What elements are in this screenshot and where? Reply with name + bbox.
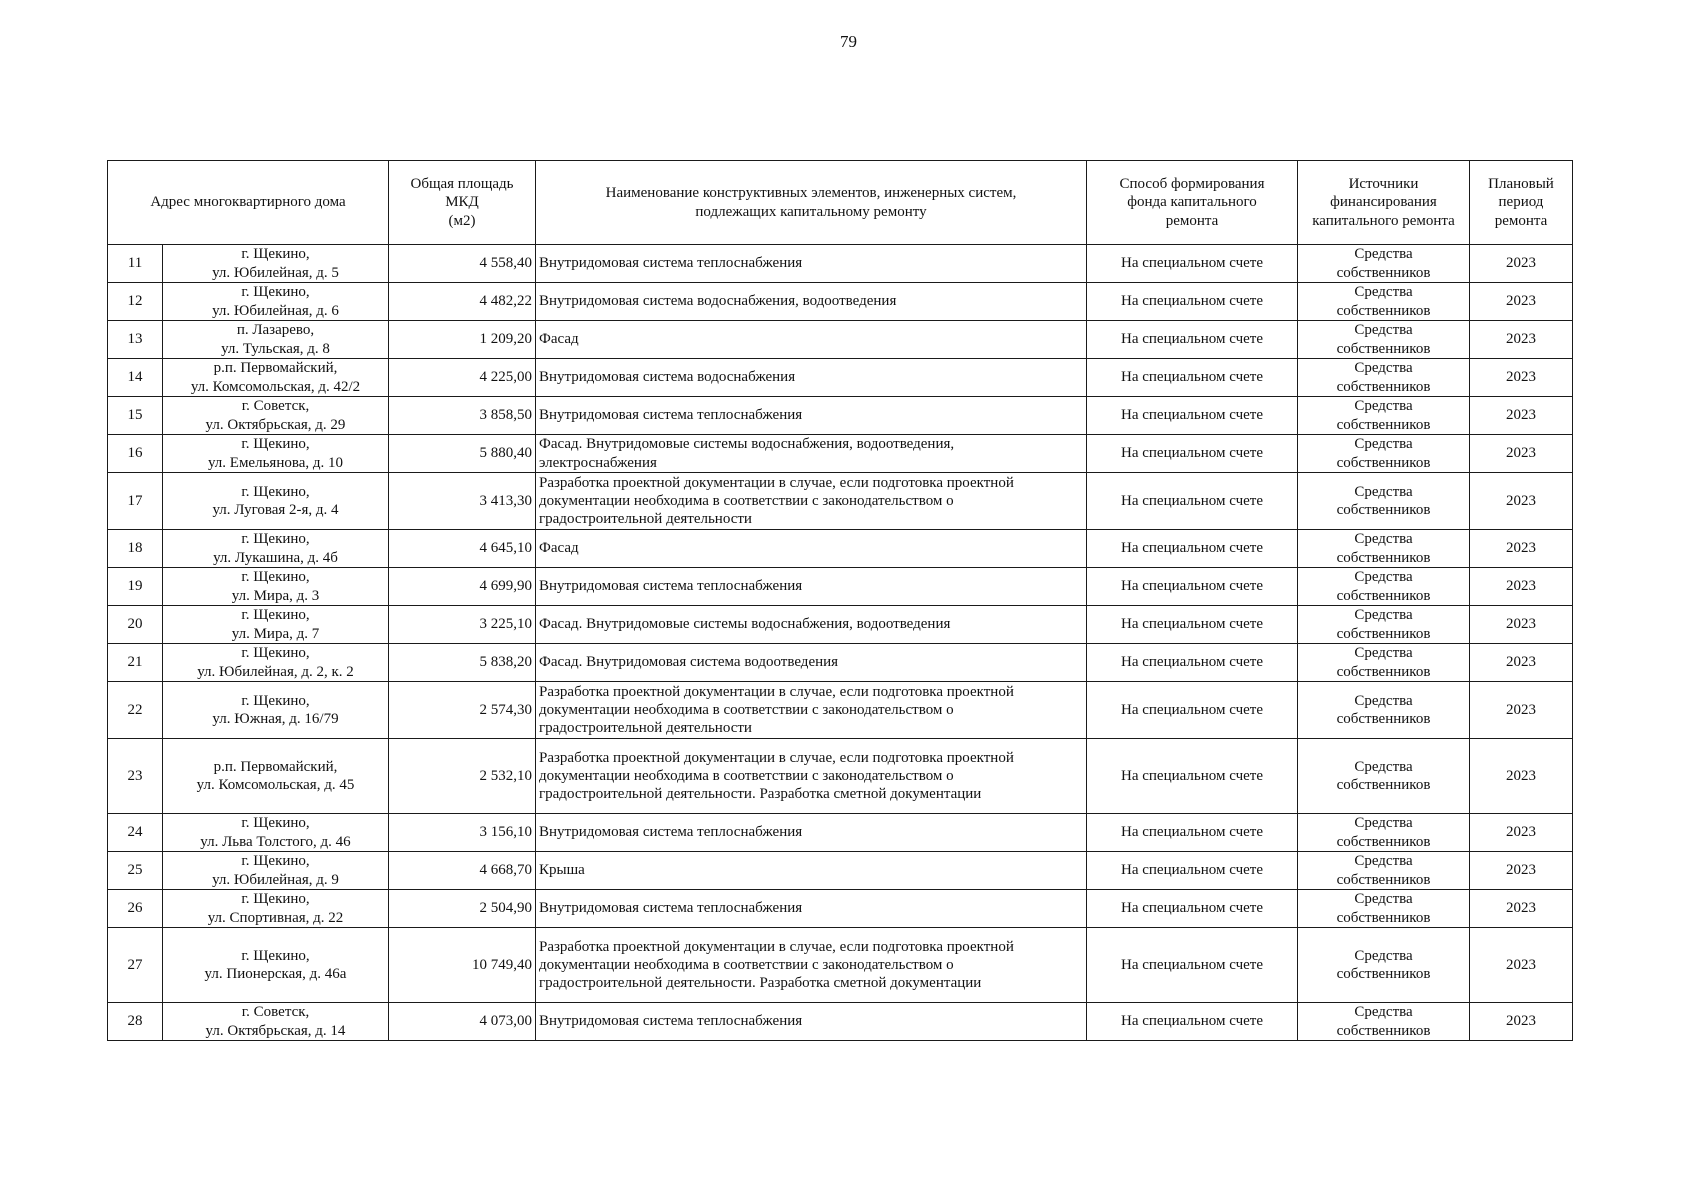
address-street: ул. Юбилейная, д. 9 — [212, 871, 339, 888]
address-cell — [163, 739, 389, 814]
method-cell: На специальном счете — [1087, 568, 1298, 606]
address-city: г. Советск, — [241, 1004, 310, 1021]
area-cell: 4 225,00 — [389, 359, 536, 397]
elements-line: Разработка проектной документации в случае, если подготовка проектной — [539, 683, 1014, 700]
source-line: собственников — [1336, 378, 1431, 395]
row-number: 28 — [108, 1003, 163, 1041]
source-cell — [1298, 435, 1470, 473]
address-cell — [163, 1003, 389, 1041]
table-row — [108, 568, 1573, 606]
table-row — [108, 890, 1573, 928]
source-cell — [1298, 814, 1470, 852]
address-street: ул. Тульская, д. 8 — [221, 340, 330, 357]
header-period-line: период — [1498, 194, 1544, 211]
elements-cell — [536, 1003, 1087, 1041]
table-body — [108, 245, 1573, 1041]
source-line: Средства — [1354, 246, 1413, 263]
address-street: ул. Юбилейная, д. 2, к. 2 — [197, 663, 354, 680]
source-line: Средства — [1354, 569, 1413, 586]
year-cell: 2023 — [1470, 359, 1573, 397]
method-cell: На специальном счете — [1087, 606, 1298, 644]
header-area — [389, 161, 536, 245]
row-number: 21 — [108, 644, 163, 682]
elements-line: Разработка проектной документации в случае, если подготовка проектной — [539, 474, 1014, 491]
table-row — [108, 245, 1573, 283]
elements-line: градостроительной деятельности. Разработка сметной документации — [539, 975, 982, 992]
source-line: собственников — [1336, 549, 1431, 566]
address-street: ул. Емельянова, д. 10 — [207, 454, 344, 471]
address-street: ул. Льва Толстого, д. 46 — [200, 833, 351, 850]
area-cell: 5 838,20 — [389, 644, 536, 682]
row-number: 16 — [108, 435, 163, 473]
year-cell: 2023 — [1470, 852, 1573, 890]
row-number: 18 — [108, 530, 163, 568]
elements-line: Внутридомовая система водоснабжения — [539, 369, 796, 386]
address-street: ул. Октябрьская, д. 29 — [205, 416, 346, 433]
table-row — [108, 1003, 1573, 1041]
area-cell: 4 558,40 — [389, 245, 536, 283]
address-city: г. Щекино, — [241, 607, 310, 624]
address-city: г. Щекино, — [241, 891, 310, 908]
method-cell: На специальном счете — [1087, 245, 1298, 283]
source-cell — [1298, 245, 1470, 283]
elements-line: Фасад. Внутридомовая система водоотведения — [539, 654, 839, 671]
area-cell: 4 699,90 — [389, 568, 536, 606]
table-row — [108, 739, 1573, 814]
year-cell: 2023 — [1470, 739, 1573, 814]
address-street: ул. Пионерская, д. 46а — [204, 966, 347, 982]
source-cell — [1298, 739, 1470, 814]
source-cell — [1298, 397, 1470, 435]
source-cell — [1298, 928, 1470, 1003]
source-line: собственников — [1336, 416, 1431, 433]
page-number: 79 — [840, 32, 857, 51]
address-street: ул. Комсомольская, д. 42/2 — [190, 378, 361, 395]
area-cell: 4 073,00 — [389, 1003, 536, 1041]
elements-cell — [536, 644, 1087, 682]
header-source-line: капитального ремонта — [1312, 212, 1455, 229]
row-number: 11 — [108, 245, 163, 283]
address-cell — [163, 245, 389, 283]
row-number: 27 — [108, 928, 163, 1003]
header-elements — [536, 161, 1087, 245]
capital-repair-table — [107, 160, 1573, 1041]
row-number: 19 — [108, 568, 163, 606]
table-row — [108, 644, 1573, 682]
year-cell: 2023 — [1470, 890, 1573, 928]
elements-cell — [536, 682, 1087, 739]
year-cell: 2023 — [1470, 682, 1573, 739]
elements-line: документации необходима в соответствии с законодательством о — [539, 767, 954, 784]
source-cell — [1298, 644, 1470, 682]
elements-cell — [536, 739, 1087, 814]
row-number: 24 — [108, 814, 163, 852]
address-city: г. Щекино, — [241, 284, 310, 301]
source-line: собственников — [1336, 502, 1431, 518]
address-cell — [163, 397, 389, 435]
row-number: 13 — [108, 321, 163, 359]
elements-line: документации необходима в соответствии с законодательством о — [539, 956, 954, 973]
address-city: г. Щекино, — [241, 483, 310, 500]
address-cell — [163, 644, 389, 682]
header-source-line: финансирования — [1330, 194, 1437, 211]
year-cell: 2023 — [1470, 644, 1573, 682]
source-cell — [1298, 321, 1470, 359]
source-cell — [1298, 359, 1470, 397]
elements-line: электроснабжения — [539, 454, 657, 471]
source-line: Средства — [1354, 815, 1413, 832]
year-cell: 2023 — [1470, 473, 1573, 530]
area-cell: 2 504,90 — [389, 890, 536, 928]
year-cell: 2023 — [1470, 245, 1573, 283]
year-cell: 2023 — [1470, 928, 1573, 1003]
elements-cell — [536, 435, 1087, 473]
row-number: 12 — [108, 283, 163, 321]
address-city: г. Щекино, — [241, 853, 310, 870]
header-method-line: ремонта — [1165, 212, 1219, 229]
header-method-line: Способ формирования — [1119, 176, 1265, 193]
table-header-row — [108, 161, 1573, 245]
source-line: собственников — [1336, 871, 1431, 888]
source-cell — [1298, 283, 1470, 321]
year-cell: 2023 — [1470, 435, 1573, 473]
header-area-line: Общая площадь — [410, 176, 514, 193]
address-street: ул. Лукашина, д. 4б — [213, 549, 338, 566]
table-row — [108, 283, 1573, 321]
area-cell: 2 532,10 — [389, 739, 536, 814]
area-cell: 2 574,30 — [389, 682, 536, 739]
elements-cell — [536, 397, 1087, 435]
header-period — [1470, 161, 1573, 245]
elements-cell — [536, 890, 1087, 928]
source-line: собственников — [1336, 587, 1431, 604]
table-row — [108, 473, 1573, 530]
source-line: Средства — [1354, 322, 1413, 339]
elements-line: документации необходима в соответствии с законодательством о — [539, 492, 954, 509]
source-cell — [1298, 1003, 1470, 1041]
source-line: Средства — [1354, 436, 1413, 453]
year-cell: 2023 — [1470, 814, 1573, 852]
elements-line: градостроительной деятельности — [539, 511, 752, 528]
header-elements-line: Наименование конструктивных элементов, инженерных систем, — [605, 185, 1017, 202]
address-city: г. Щекино, — [241, 569, 310, 586]
source-line: Средства — [1354, 692, 1413, 709]
source-line: Средства — [1354, 645, 1413, 662]
method-cell: На специальном счете — [1087, 644, 1298, 682]
method-cell: На специальном счете — [1087, 397, 1298, 435]
year-cell: 2023 — [1470, 1003, 1573, 1041]
elements-line: Фасад — [539, 540, 579, 557]
elements-line: Фасад. Внутридомовые системы водоснабжения, водоотведения, — [539, 436, 955, 453]
row-number: 25 — [108, 852, 163, 890]
elements-line: Разработка проектной документации в случае, если подготовка проектной — [539, 749, 1014, 766]
header-source-line: Источники — [1348, 176, 1419, 193]
source-line: Средства — [1354, 853, 1413, 870]
table-row — [108, 321, 1573, 359]
elements-line: Разработка проектной документации в случае, если подготовка проектной — [539, 938, 1014, 955]
method-cell: На специальном счете — [1087, 814, 1298, 852]
area-cell: 4 482,22 — [389, 283, 536, 321]
address-cell — [163, 530, 389, 568]
area-cell: 5 880,40 — [389, 435, 536, 473]
address-street: ул. Спортивная, д. 22 — [207, 909, 344, 926]
source-line: Средства — [1354, 398, 1413, 415]
address-street: ул. Мира, д. 3 — [231, 587, 320, 604]
address-cell — [163, 435, 389, 473]
header-period-line: Плановый — [1488, 176, 1554, 193]
source-cell — [1298, 473, 1470, 530]
elements-cell — [536, 928, 1087, 1003]
method-cell: На специальном счете — [1087, 890, 1298, 928]
table-row — [108, 928, 1573, 1003]
table-row — [108, 397, 1573, 435]
header-area-line: МКД — [445, 194, 479, 211]
source-line: Средства — [1354, 607, 1413, 624]
address-street: ул. Южная, д. 16/79 — [212, 711, 339, 727]
source-cell — [1298, 568, 1470, 606]
source-line: собственников — [1336, 777, 1431, 793]
elements-cell — [536, 606, 1087, 644]
address-cell — [163, 359, 389, 397]
address-street: ул. Октябрьская, д. 14 — [205, 1022, 346, 1039]
source-line: Средства — [1354, 758, 1413, 775]
header-source — [1298, 161, 1470, 245]
elements-line: Внутридомовая система теплоснабжения — [539, 1013, 803, 1030]
elements-cell — [536, 283, 1087, 321]
address-city: г. Советск, — [241, 398, 310, 415]
row-number: 23 — [108, 739, 163, 814]
source-line: собственников — [1336, 625, 1431, 642]
elements-cell — [536, 245, 1087, 283]
area-cell: 3 225,10 — [389, 606, 536, 644]
source-line: Средства — [1354, 1004, 1413, 1021]
elements-line: Фасад — [539, 331, 579, 348]
address-cell — [163, 814, 389, 852]
address-street: ул. Юбилейная, д. 5 — [212, 264, 339, 281]
address-cell — [163, 321, 389, 359]
source-line: собственников — [1336, 966, 1431, 982]
source-cell — [1298, 682, 1470, 739]
source-line: собственников — [1336, 302, 1431, 319]
method-cell: На специальном счете — [1087, 473, 1298, 530]
address-city: г. Щекино, — [241, 947, 310, 964]
table-row — [108, 435, 1573, 473]
elements-cell — [536, 321, 1087, 359]
method-cell: На специальном счете — [1087, 852, 1298, 890]
elements-line: Фасад. Внутридомовые системы водоснабжения, водоотведения — [539, 616, 951, 633]
elements-line: Крыша — [539, 862, 585, 879]
row-number: 26 — [108, 890, 163, 928]
row-number: 15 — [108, 397, 163, 435]
source-line: Средства — [1354, 483, 1413, 500]
elements-line: Внутридомовая система теплоснабжения — [539, 824, 803, 841]
table-row — [108, 852, 1573, 890]
row-number: 22 — [108, 682, 163, 739]
area-cell: 3 156,10 — [389, 814, 536, 852]
address-cell — [163, 852, 389, 890]
table-row — [108, 814, 1573, 852]
area-cell: 3 858,50 — [389, 397, 536, 435]
source-line: Средства — [1354, 284, 1413, 301]
row-number: 14 — [108, 359, 163, 397]
year-cell: 2023 — [1470, 321, 1573, 359]
method-cell: На специальном счете — [1087, 359, 1298, 397]
area-cell: 4 645,10 — [389, 530, 536, 568]
source-cell — [1298, 852, 1470, 890]
address-city: п. Лазарево, — [236, 322, 315, 339]
source-line: Средства — [1354, 360, 1413, 377]
header-period-line: ремонта — [1494, 212, 1548, 229]
address-city: р.п. Первомайский, — [213, 360, 338, 377]
year-cell: 2023 — [1470, 283, 1573, 321]
address-city: г. Щекино, — [241, 815, 310, 832]
table-row — [108, 606, 1573, 644]
address-city: г. Щекино, — [241, 436, 310, 453]
address-street: ул. Комсомольская, д. 45 — [196, 777, 355, 793]
address-cell — [163, 928, 389, 1003]
area-cell: 10 749,40 — [389, 928, 536, 1003]
area-cell: 4 668,70 — [389, 852, 536, 890]
elements-line: градостроительной деятельности. Разработка сметной документации — [539, 786, 982, 803]
year-cell: 2023 — [1470, 606, 1573, 644]
elements-line: документации необходима в соответствии с законодательством о — [539, 701, 954, 718]
address-cell — [163, 890, 389, 928]
method-cell: На специальном счете — [1087, 928, 1298, 1003]
method-cell: На специальном счете — [1087, 435, 1298, 473]
source-line: Средства — [1354, 947, 1413, 964]
year-cell: 2023 — [1470, 568, 1573, 606]
row-number: 20 — [108, 606, 163, 644]
address-cell — [163, 473, 389, 530]
year-cell: 2023 — [1470, 530, 1573, 568]
source-line: собственников — [1336, 909, 1431, 926]
table-row — [108, 682, 1573, 739]
source-line: собственников — [1336, 711, 1431, 727]
method-cell: На специальном счете — [1087, 321, 1298, 359]
address-cell — [163, 606, 389, 644]
address-city: р.п. Первомайский, — [213, 758, 338, 775]
header-method-line: фонда капитального — [1127, 194, 1257, 211]
source-line: Средства — [1354, 891, 1413, 908]
elements-cell — [536, 852, 1087, 890]
row-number: 17 — [108, 473, 163, 530]
method-cell: На специальном счете — [1087, 1003, 1298, 1041]
elements-line: Внутридомовая система теплоснабжения — [539, 407, 803, 424]
address-street: ул. Луговая 2-я, д. 4 — [212, 502, 339, 518]
area-cell: 3 413,30 — [389, 473, 536, 530]
address-cell — [163, 568, 389, 606]
header-elements-line: подлежащих капитальному ремонту — [695, 203, 927, 220]
elements-line: Внутридомовая система теплоснабжения — [539, 255, 803, 272]
elements-cell — [536, 530, 1087, 568]
elements-line: Внутридомовая система теплоснабжения — [539, 900, 803, 917]
elements-cell — [536, 359, 1087, 397]
elements-cell — [536, 473, 1087, 530]
source-cell — [1298, 606, 1470, 644]
area-cell: 1 209,20 — [389, 321, 536, 359]
source-line: собственников — [1336, 340, 1431, 357]
source-cell — [1298, 890, 1470, 928]
address-city: г. Щекино, — [241, 246, 310, 263]
method-cell: На специальном счете — [1087, 682, 1298, 739]
method-cell: На специальном счете — [1087, 739, 1298, 814]
source-line: собственников — [1336, 1022, 1431, 1039]
year-cell: 2023 — [1470, 397, 1573, 435]
header-method — [1087, 161, 1298, 245]
elements-cell — [536, 814, 1087, 852]
source-line: собственников — [1336, 833, 1431, 850]
address-cell — [163, 682, 389, 739]
source-line: собственников — [1336, 264, 1431, 281]
address-city: г. Щекино, — [241, 645, 310, 662]
source-line: собственников — [1336, 663, 1431, 680]
method-cell: На специальном счете — [1087, 530, 1298, 568]
address-city: г. Щекино, — [241, 531, 310, 548]
elements-cell — [536, 568, 1087, 606]
address-street: ул. Юбилейная, д. 6 — [212, 302, 339, 319]
header-area-line: (м2) — [448, 212, 476, 229]
table-row — [108, 359, 1573, 397]
source-cell — [1298, 530, 1470, 568]
address-street: ул. Мира, д. 7 — [231, 625, 320, 642]
elements-line: Внутридомовая система водоснабжения, водоотведения — [539, 293, 897, 310]
method-cell: На специальном счете — [1087, 283, 1298, 321]
elements-line: Внутридомовая система теплоснабжения — [539, 578, 803, 595]
source-line: собственников — [1336, 454, 1431, 471]
address-cell — [163, 283, 389, 321]
table-row — [108, 530, 1573, 568]
address-city: г. Щекино, — [241, 692, 310, 709]
source-line: Средства — [1354, 531, 1413, 548]
header-address: Адрес многоквартирного дома — [108, 161, 389, 245]
elements-line: градостроительной деятельности — [539, 720, 752, 737]
